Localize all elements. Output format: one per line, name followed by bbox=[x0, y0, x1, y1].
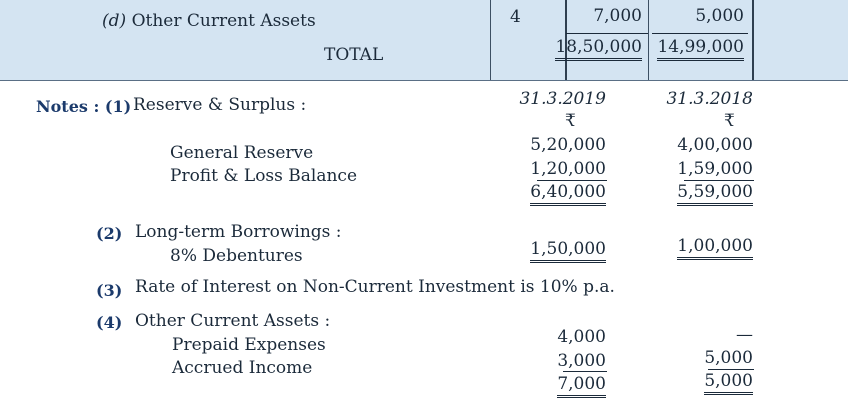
debentures-2019: 1,50,000 bbox=[476, 239, 606, 259]
note4-number: (4) bbox=[96, 313, 123, 332]
value-2018: 5,000 bbox=[695, 6, 744, 26]
column-divider bbox=[752, 0, 754, 80]
note3-text: Rate of Interest on Non-Current Investment is 10% p.a. bbox=[135, 277, 615, 297]
other-assets-total-2018: 5,000 bbox=[623, 371, 753, 391]
sum-rule bbox=[652, 33, 748, 34]
notes-heading: Notes : (1) bbox=[36, 97, 132, 116]
accrued-income-2018: 5,000 bbox=[704, 348, 753, 368]
accrued-income-label: Accrued Income bbox=[172, 358, 313, 378]
sum-rule bbox=[563, 371, 607, 372]
note3-number: (3) bbox=[96, 281, 123, 300]
year-2019: 31.3.2019 bbox=[519, 89, 606, 109]
year-2018: 31.3.2018 bbox=[666, 89, 753, 109]
sum-rule bbox=[566, 33, 648, 34]
row-label: Other Current Assets bbox=[131, 11, 316, 31]
sum-rule bbox=[537, 180, 607, 181]
pl-balance-2019: 1,20,000 bbox=[530, 159, 606, 179]
accrued-income-2019: 3,000 bbox=[557, 351, 606, 371]
column-divider bbox=[490, 0, 491, 80]
rupee-symbol-2019: ₹ bbox=[565, 111, 576, 131]
prepaid-expenses-2019: 4,000 bbox=[557, 327, 606, 347]
other-assets-total-2019: 7,000 bbox=[476, 374, 606, 394]
pl-balance-label: Profit & Loss Balance bbox=[170, 166, 358, 186]
prepaid-expenses-label: Prepaid Expenses bbox=[172, 335, 326, 355]
general-reserve-2018: 4,00,000 bbox=[677, 135, 753, 155]
total-2018: 14,99,000 bbox=[624, 37, 744, 57]
total-label: TOTAL bbox=[324, 45, 384, 65]
note-number: 4 bbox=[510, 7, 521, 27]
value-2019: 7,000 bbox=[593, 6, 642, 26]
reserve-total-2019: 6,40,000 bbox=[476, 182, 606, 202]
reserve-total-2018: 5,59,000 bbox=[623, 182, 753, 202]
note1-title: Reserve & Surplus : bbox=[133, 95, 307, 115]
row-prefix: (d) bbox=[102, 11, 127, 31]
note4-title: Other Current Assets : bbox=[135, 311, 331, 331]
sum-rule bbox=[684, 180, 754, 181]
row-other-current-assets bbox=[102, 11, 316, 31]
note2-number: (2) bbox=[96, 224, 123, 243]
debentures-label: 8% Debentures bbox=[170, 246, 303, 266]
pl-balance-2018: 1,59,000 bbox=[677, 159, 753, 179]
general-reserve-label: General Reserve bbox=[170, 143, 314, 163]
sum-rule bbox=[708, 369, 754, 370]
note2-title: Long-term Borrowings : bbox=[135, 222, 342, 242]
debentures-2018: 1,00,000 bbox=[623, 236, 753, 256]
general-reserve-2019: 5,20,000 bbox=[530, 135, 606, 155]
rupee-symbol-2018: ₹ bbox=[724, 111, 735, 131]
balance-sheet-table bbox=[0, 0, 848, 81]
total-2019: 18,50,000 bbox=[522, 37, 642, 57]
prepaid-expenses-2018: — bbox=[736, 325, 753, 345]
